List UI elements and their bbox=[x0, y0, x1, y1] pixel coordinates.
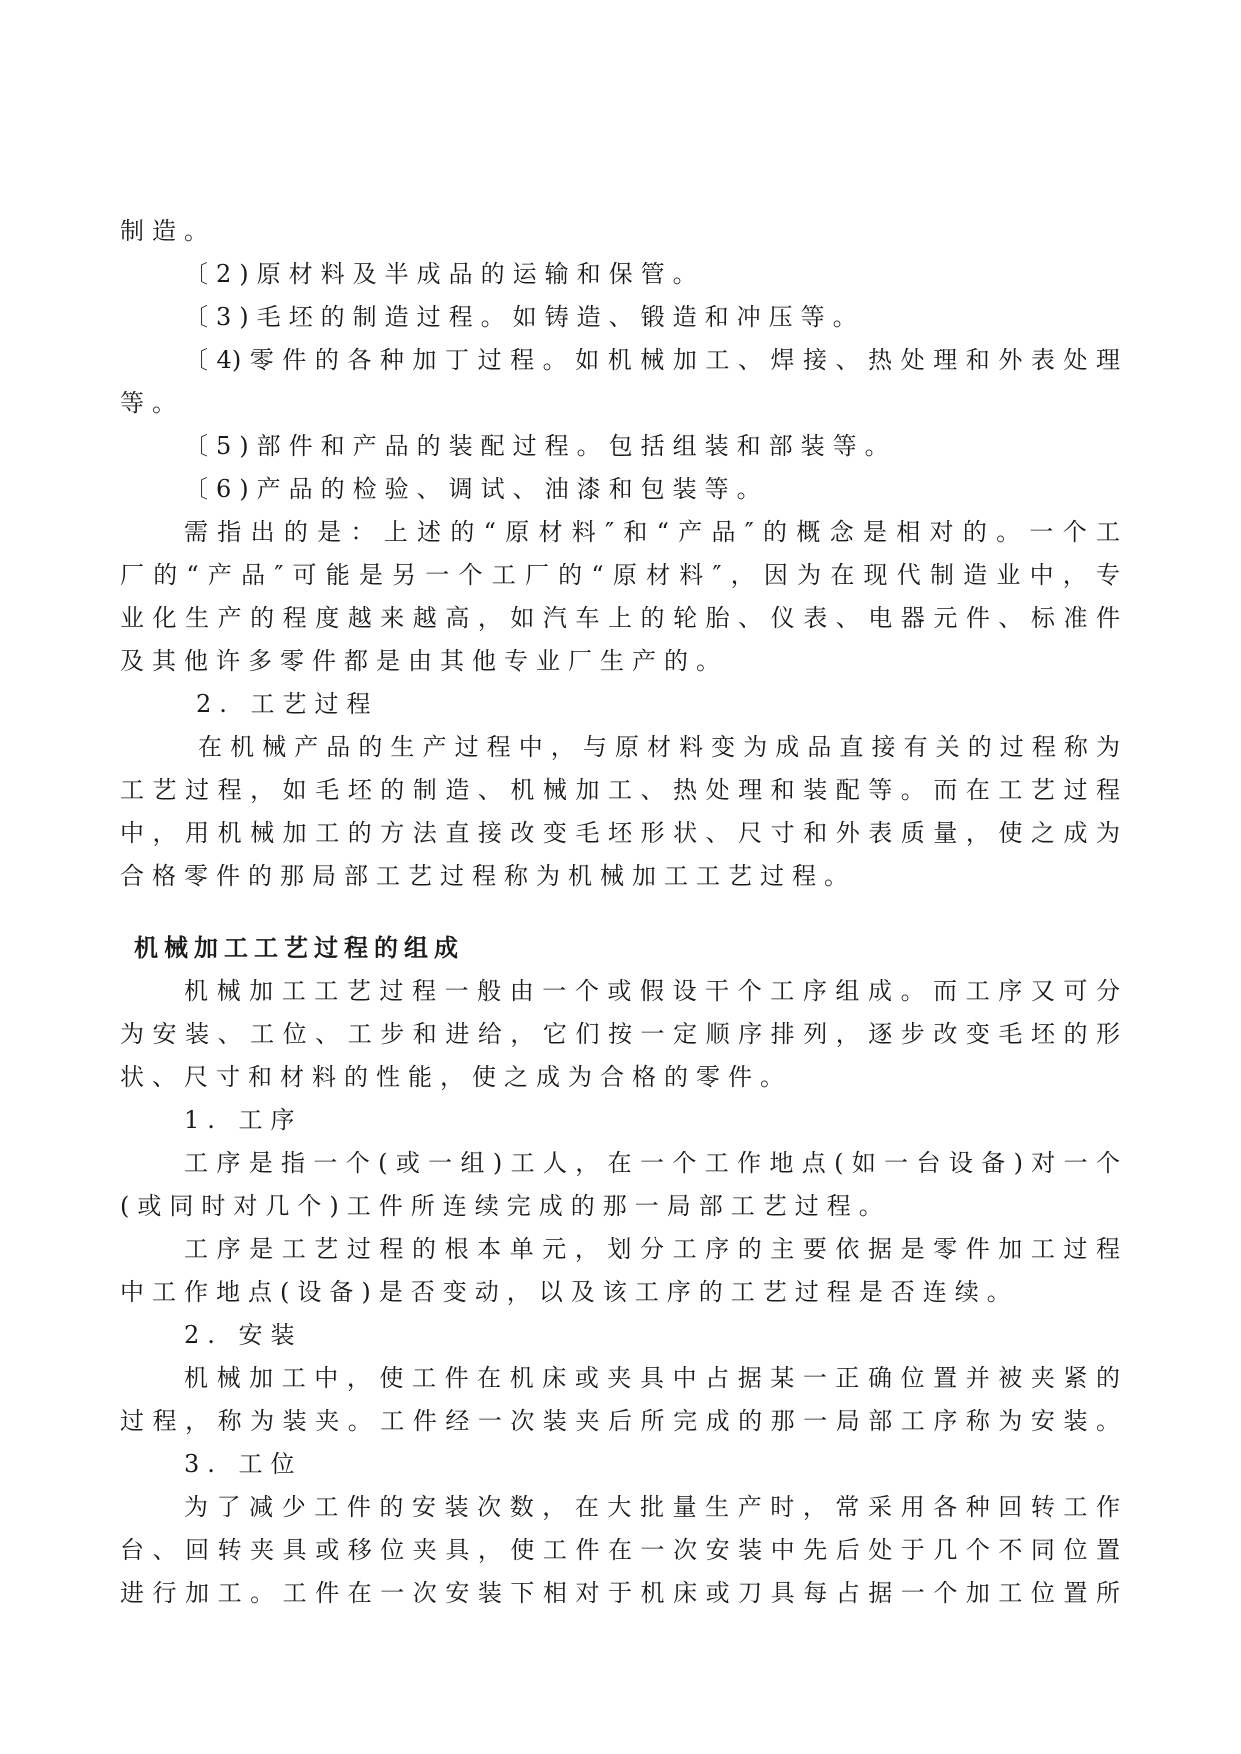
paragraph-line: 过程，称为装夹。工件经一次装夹后所完成的那一局部工序称为安装。 bbox=[120, 1407, 1120, 1435]
list-item: 〔5)部件和产品的装配过程。包括组装和部装等。 bbox=[184, 432, 897, 460]
paragraph-line: 厂的“产品″可能是另一个工厂的“原材料″，因为在现代制造业中，专 bbox=[120, 561, 1120, 589]
paragraph-line: 为安装、工位、工步和进给，它们按一定顺序排列，逐步改变毛坯的形 bbox=[120, 1020, 1120, 1048]
list-item: 〔2)原材料及半成品的运输和保管。 bbox=[184, 260, 705, 288]
section-subheading: 3. 工位 bbox=[184, 1450, 303, 1478]
section-subheading: 1. 工序 bbox=[184, 1106, 303, 1134]
paragraph-line: 合格零件的那局部工艺过程称为机械加工工艺过程。 bbox=[120, 862, 856, 890]
paragraph-line: 需指出的是：上述的“原材料″和“产品″的概念是相对的。一个工 bbox=[184, 518, 1120, 546]
section-heading: 机械加工工艺过程的组成 bbox=[134, 934, 464, 962]
paragraph-line: 中工作地点(设备)是否变动，以及该工序的工艺过程是否连续。 bbox=[120, 1278, 1019, 1306]
section-subheading: 2. 工艺过程 bbox=[196, 690, 379, 718]
paragraph-line: 工序是指一个(或一组)工人，在一个工作地点(如一台设备)对一个 bbox=[184, 1149, 1120, 1177]
list-item: 〔6)产品的检验、调试、油漆和包装等。 bbox=[184, 475, 769, 503]
paragraph-line: 工序是工艺过程的根本单元，划分工序的主要依据是零件加工过程 bbox=[184, 1235, 1120, 1263]
text-line: 等。 bbox=[120, 389, 184, 417]
list-item: 〔4)零件的各种加丁过程。如机械加工、焊接、热处理和外表处理 bbox=[184, 346, 1120, 374]
paragraph-line: 机械加工中，使工件在机床或夹具中占据某一正确位置并被夹紧的 bbox=[184, 1364, 1120, 1392]
paragraph-line: 机械加工工艺过程一般由一个或假设干个工序组成。而工序又可分 bbox=[184, 977, 1120, 1005]
paragraph-line: 状、尺寸和材料的性能，使之成为合格的零件。 bbox=[120, 1063, 792, 1091]
text-line: 制造。 bbox=[120, 217, 216, 245]
paragraph-line: 业化生产的程度越来越高，如汽车上的轮胎、仪表、电器元件、标准件 bbox=[120, 604, 1120, 632]
paragraph-line: (或同时对几个)工件所连续完成的那一局部工艺过程。 bbox=[120, 1192, 891, 1220]
paragraph-line: 工艺过程，如毛坯的制造、机械加工、热处理和装配等。而在工艺过程 bbox=[120, 776, 1120, 804]
paragraph-line: 台、回转夹具或移位夹具，使工件在一次安装中先后处于几个不同位置 bbox=[120, 1536, 1120, 1564]
paragraph-line: 中，用机械加工的方法直接改变毛坯形状、尺寸和外表质量，使之成为 bbox=[120, 819, 1120, 847]
paragraph-line: 及其他许多零件都是由其他专业厂生产的。 bbox=[120, 647, 728, 675]
paragraph-line: 进行加工。工件在一次安装下相对于机床或刀具每占据一个加工位置所 bbox=[120, 1579, 1120, 1607]
paragraph-line: 为了减少工件的安装次数，在大批量生产时，常采用各种回转工作 bbox=[184, 1493, 1120, 1521]
section-subheading: 2. 安装 bbox=[184, 1321, 303, 1349]
paragraph-line: 在机械产品的生产过程中，与原材料变为成品直接有关的过程称为 bbox=[198, 733, 1120, 761]
list-item: 〔3)毛坯的制造过程。如铸造、锻造和冲压等。 bbox=[184, 303, 865, 331]
